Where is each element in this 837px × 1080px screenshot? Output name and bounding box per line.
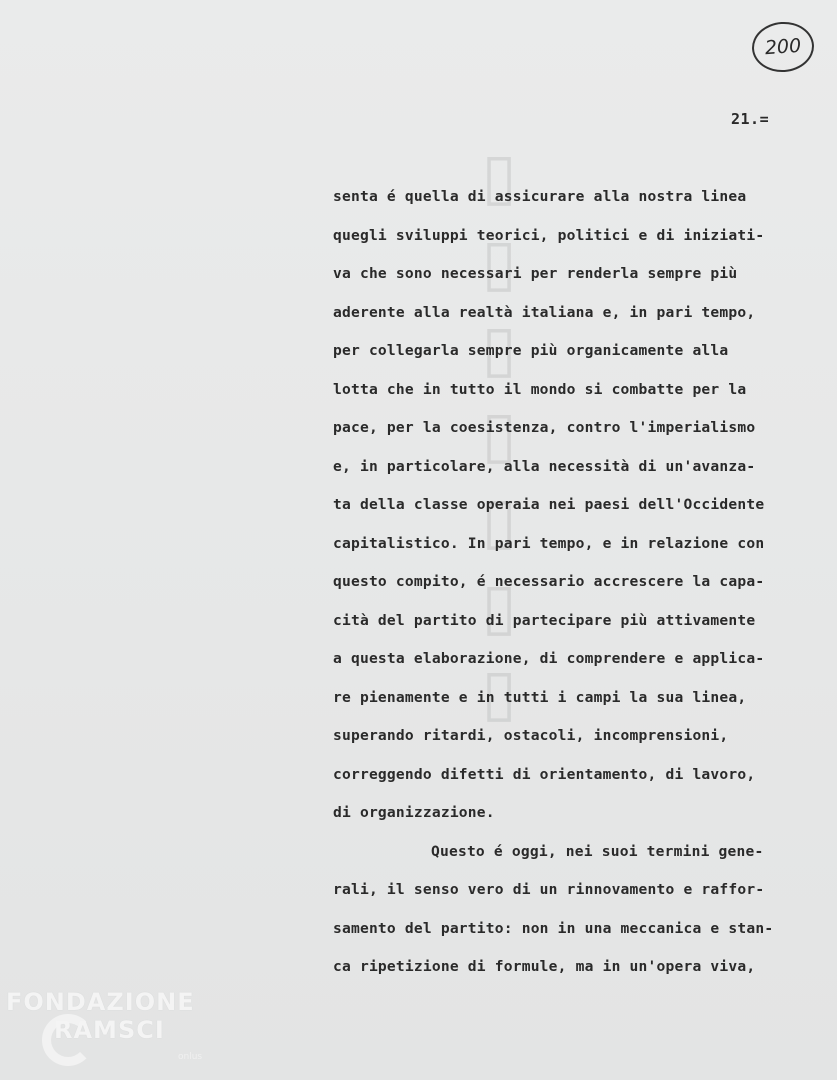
watermark-suffix: onlus <box>178 1052 203 1062</box>
watermark-line1: FONDAZIONE <box>6 988 195 1016</box>
text-line: senta é quella di assicurare alla nostra linea <box>333 188 747 205</box>
text-line: pace, per la coesistenza, contro l'imperialismo <box>333 419 756 436</box>
text-line: questo compito, é necessario accrescere la capa- <box>333 573 765 590</box>
text-line: correggendo difetti di orientamento, di lavoro, <box>333 765 756 783</box>
text-line: samento del partito: non in una meccanica e stan- <box>333 919 774 937</box>
text-line: Questo é oggi, nei suoi termini gene- <box>431 842 764 860</box>
folio-number-circle <box>750 20 815 74</box>
text-line: va che sono necessari per renderla sempre più <box>333 265 738 282</box>
text-line: capitalistico. In pari tempo, e in relazione con <box>333 534 765 552</box>
text-line: lotta che in tutto il mondo si combatte per la <box>333 380 747 398</box>
page-number: 21.= <box>731 110 770 128</box>
text-line: ta della classe operaia nei paesi dell'Occidente <box>333 496 765 513</box>
fondazione-gramsci-watermark <box>6 988 216 1078</box>
text-line: cità del partito di partecipare più attivamente <box>333 611 756 629</box>
text-line: rali, il senso vero di un rinnovamento e raffor- <box>333 881 765 898</box>
text-line: di organizzazione. <box>333 804 495 821</box>
watermark-line2: RAMSCI <box>54 1016 165 1044</box>
text-line: superando ritardi, ostacoli, incomprensioni, <box>333 727 729 744</box>
folio-number: 200 <box>764 34 802 60</box>
text-line: e, in particolare, alla necessità di un'avanza- <box>333 457 756 475</box>
gramsci-g-logo-icon <box>42 1014 94 1066</box>
typed-text-body <box>333 186 823 995</box>
text-line: re pienamente e in tutti i campi la sua linea, <box>333 688 747 706</box>
text-line: aderente alla realtà italiana e, in pari tempo, <box>333 303 756 321</box>
text-line: ca ripetizione di formule, ma in un'opera viva, <box>333 958 756 975</box>
text-line: quegli sviluppi teorici, politici e di iniziati- <box>333 226 765 244</box>
archive-stamp: ▯▯▯▯▯▯▯ <box>462 140 536 742</box>
text-line: a questa elaborazione, di comprendere e applica- <box>333 650 765 667</box>
text-line: per collegarla sempre più organicamente alla <box>333 342 729 359</box>
